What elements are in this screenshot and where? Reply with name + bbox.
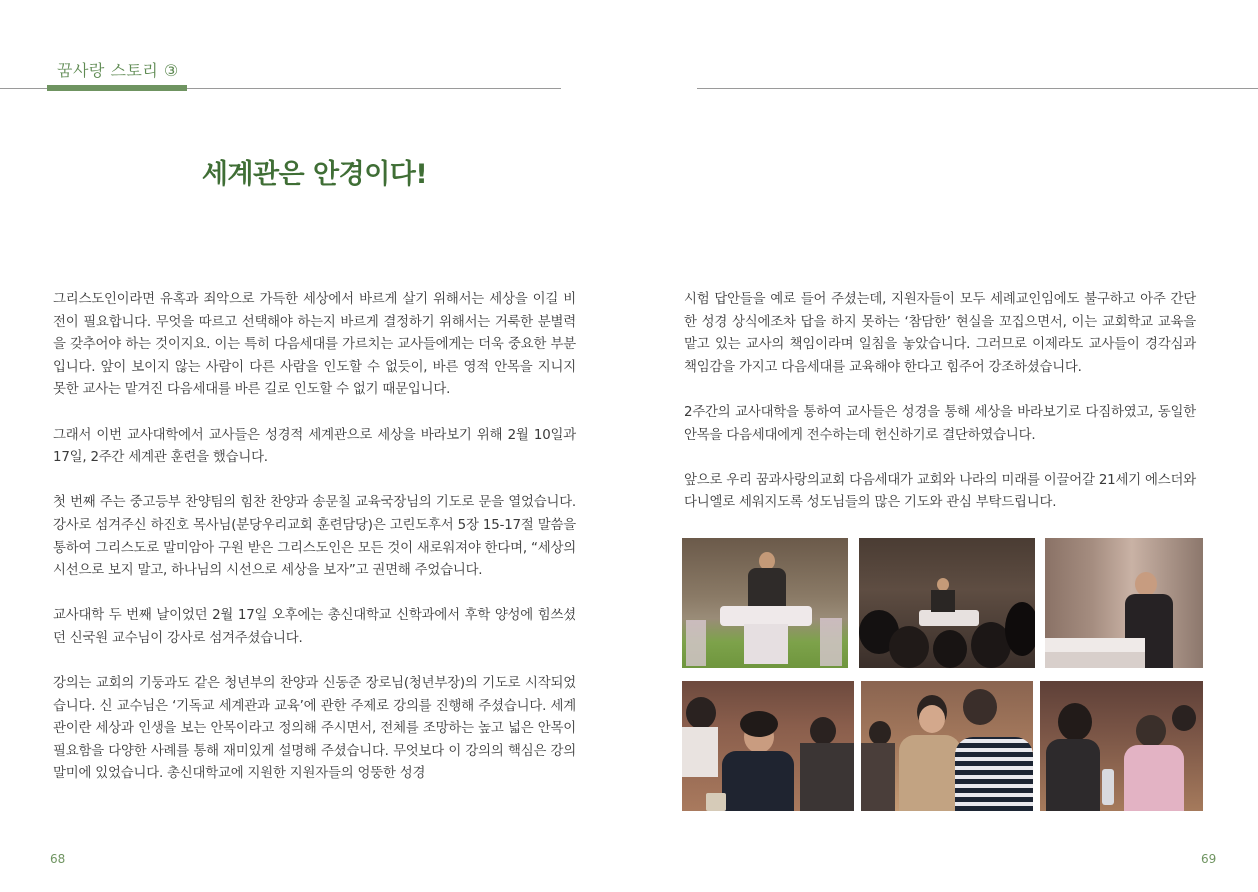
header-rule: [697, 88, 1258, 89]
photo-audience-discussion: [861, 681, 1033, 811]
photo-audience-notes-1: [682, 681, 854, 811]
paragraph: 그래서 이번 교사대학에서 교사들은 성경적 세계관으로 세상을 바라보기 위해 2월 10일과 17일, 2주간 세계관 훈련을 했습니다.: [53, 427, 576, 466]
paragraph: 강의는 교회의 기둥과도 같은 청년부의 찬양과 신동준 장로님(청년부장)의 기도로 시작되었습니다. 신 교수님은 ‘기독교 세계관과 교육’에 관한 주제로 강의를 진행해 주셨습니다. 세계관이란 세상과 인생을 보는 안목이라고 정의해 주시면서, 전체를 조망하는 높고 넓은 안목이 필요함을 다양한 사례를 통해 재미있게 설명해 주셨습니다. 무엇보다 이 강의의 핵심은 강의 말미에 있었습니다. 총신대학교에 지원한 지원자들의 엉뚱한 성경: [53, 676, 576, 782]
page-number: 69: [1201, 852, 1217, 866]
header-accent-bar: [47, 85, 187, 91]
photo-speaker-podium-2: [1045, 538, 1203, 668]
paragraph: 앞으로 우리 꿈과사랑의교회 다음세대가 교회와 나라의 미래를 이끌어갈 21세기 에스더와 다니엘로 세워지도록 성도님들의 많은 기도와 관심 부탁드립니다.: [684, 472, 1196, 511]
right-page: [629, 0, 1258, 892]
article-title: 세계관은 안경이다!: [201, 159, 428, 190]
photo-speaker-podium-1: [682, 538, 848, 668]
paragraph: 2주간의 교사대학을 통하여 교사들은 성경을 통해 세상을 바라보기로 다짐하였고, 동일한 안목을 다음세대에게 전수하는데 헌신하기로 결단하였습니다.: [684, 404, 1196, 443]
right-body-column: [684, 289, 1196, 515]
paragraph: 첫 번째 주는 중고등부 찬양팀의 힘찬 찬양과 송문칠 교육국장님의 기도로 문을 열었습니다. 강사로 섬겨주신 하진호 목사님(분당우리교회 훈련담당)은 고린도후서 5장 15-17절 말씀을 통하여 그리스도로 말미암아 구원 받은 그리스도인은 모든 것이 새로워져야 한다며, “세상의 시선으로 보지 말고, 하나님의 시선으로 세상을 보자”고 권면해 주었습니다.: [53, 495, 576, 579]
photo-audience-notes-2: [1040, 681, 1203, 811]
paragraph: 그리스도인이라면 유혹과 죄악으로 가득한 세상에서 바르게 살기 위해서는 세상을 이길 비전이 필요합니다. 무엇을 따르고 선택해야 하는지 바르게 결정하기 위해서는 거룩한 분별력을 갖추어야 하는 것이지요. 이는 특히 다음세대를 가르치는 교사들에게는 더욱 중요한 부분입니다. 앞이 보이지 않는 사람이 다른 사람을 인도할 수 없듯이, 바른 영적 안목을 지니지 못한 교사는 맡겨진 다음세대를 바른 길로 인도할 수 없기 때문입니다.: [53, 292, 576, 398]
paragraph: 시험 답안들을 예로 들어 주셨는데, 지원자들이 모두 세례교인임에도 불구하고 아주 간단한 성경 상식에조차 답을 하지 못하는 ‘참담한’ 현실을 꼬집으면서, 이는 교회학교 교육을 맡고 있는 교사의 책임이라며 일침을 놓았습니다. 그러므로 이제라도 교사들이 경각심과 책임감을 가지고 다음세대를 교육해야 한다고 힘주어 강조하셨습니다.: [684, 292, 1196, 375]
section-label: 꿈사랑 스토리 ③: [57, 61, 179, 80]
left-body-column: [53, 289, 576, 786]
paragraph: 교사대학 두 번째 날이었던 2월 17일 오후에는 총신대학교 신학과에서 후학 양성에 힘쓰셨던 신국원 교수님이 강사로 섬겨주셨습니다.: [53, 608, 576, 646]
photo-speaker-audience: [859, 538, 1035, 668]
page-number: 68: [50, 852, 66, 866]
